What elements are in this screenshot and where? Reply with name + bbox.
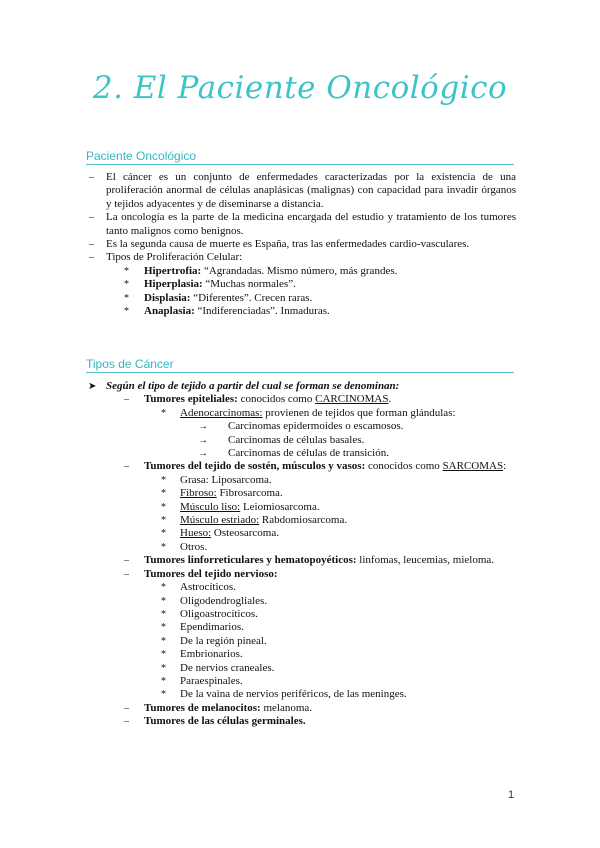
section-heading-tipos: Tipos de Cáncer bbox=[86, 357, 514, 373]
item-text: Oligoastrocíticos. bbox=[180, 607, 258, 620]
list-item bbox=[86, 380, 516, 393]
paragraph-text: La oncología es la parte de la medicina encargada del estudio y tratamiento de los tumores tanto malignos como benignos. bbox=[106, 211, 516, 237]
dash-marker: – bbox=[89, 239, 94, 251]
list-item bbox=[86, 675, 516, 688]
term-description: “Agrandadas. Mismo número, más grandes. bbox=[201, 264, 398, 277]
list-item bbox=[86, 554, 516, 567]
star-marker: * bbox=[124, 306, 129, 318]
term: Tumores de melanocitos: bbox=[144, 701, 261, 714]
item-text: Leiomiosarcoma. bbox=[240, 500, 320, 513]
dash-marker: – bbox=[89, 212, 94, 224]
dash-marker: – bbox=[124, 568, 129, 580]
dash-marker: – bbox=[89, 252, 94, 264]
list-item bbox=[86, 715, 516, 728]
paragraph-text: Tipos de Proliferación Celular: bbox=[106, 251, 243, 264]
arrow-marker: → bbox=[198, 448, 208, 460]
term-description: “Indiferenciadas”. Inmaduras. bbox=[194, 305, 330, 318]
star-marker: * bbox=[161, 474, 166, 486]
paragraph-text: Es la segunda causa de muerte es España, tras las enfermedades cardio-vasculares. bbox=[106, 238, 470, 251]
list-item bbox=[86, 514, 516, 527]
list-item bbox=[86, 527, 516, 540]
star-marker: * bbox=[161, 675, 166, 687]
list-item bbox=[86, 648, 516, 661]
list-item bbox=[86, 434, 516, 447]
star-marker: * bbox=[161, 662, 166, 674]
dash-marker: – bbox=[124, 702, 129, 714]
list-item bbox=[86, 595, 516, 608]
item-text: Astrocíticos. bbox=[180, 581, 236, 594]
star-marker: * bbox=[161, 407, 166, 419]
item-text: Embrionarios. bbox=[180, 648, 243, 661]
star-marker: * bbox=[124, 292, 129, 304]
list-item bbox=[86, 407, 516, 420]
term-highlight: Músculo liso: bbox=[180, 500, 241, 513]
list-item bbox=[86, 447, 516, 460]
term-highlight: Músculo estriado: bbox=[180, 514, 260, 527]
term-description: melanoma. bbox=[260, 701, 313, 714]
star-marker: * bbox=[161, 595, 166, 607]
list-item bbox=[86, 688, 516, 701]
item-text: Otros. bbox=[180, 540, 208, 553]
item-text: Fibrosarcoma. bbox=[216, 487, 283, 500]
star-marker: * bbox=[161, 582, 166, 594]
star-marker: * bbox=[161, 608, 166, 620]
list-item bbox=[86, 265, 516, 278]
star-marker: * bbox=[161, 622, 166, 634]
item-text: De nervios craneales. bbox=[180, 661, 275, 674]
section-heading-paciente: Paciente Oncológico bbox=[86, 149, 514, 165]
term: Displasia: bbox=[144, 291, 191, 304]
list-item bbox=[86, 581, 516, 594]
item-text: Paraespinales. bbox=[180, 674, 243, 687]
term-highlight: Hueso: bbox=[180, 527, 212, 540]
list-item bbox=[86, 702, 516, 715]
item-text: Rabdomiosarcoma. bbox=[259, 514, 348, 527]
term-highlight: Adenocarcinomas: bbox=[180, 406, 263, 419]
list-item bbox=[86, 278, 516, 291]
term-highlight: CARCINOMAS bbox=[315, 393, 389, 406]
list-item bbox=[86, 251, 516, 264]
term: Tumores del tejido nervioso: bbox=[144, 567, 278, 580]
list-item bbox=[86, 420, 516, 433]
dash-marker: – bbox=[89, 172, 94, 183]
star-marker: * bbox=[161, 649, 166, 661]
dash-marker: – bbox=[124, 716, 129, 728]
arrow-marker: → bbox=[198, 434, 208, 446]
list-item bbox=[86, 171, 516, 211]
item-text: Carcinomas epidermoides o escamosos. bbox=[228, 420, 404, 433]
term-description: “Muchas normales”. bbox=[202, 278, 296, 291]
term: Tumores epiteliales: bbox=[144, 393, 238, 406]
page-title: 2. El Paciente Oncológico bbox=[92, 70, 508, 106]
term-description: provienen de tejidos que forman glándulas: bbox=[262, 406, 456, 419]
list-item bbox=[86, 662, 516, 675]
list-item bbox=[86, 608, 516, 621]
list-item bbox=[86, 568, 516, 581]
term-description: “Diferentes”. Crecen raras. bbox=[190, 291, 313, 304]
term: Anaplasia: bbox=[144, 305, 195, 318]
list-item bbox=[86, 487, 516, 500]
star-marker: * bbox=[161, 501, 166, 513]
term-highlight: Fibroso: bbox=[180, 487, 217, 500]
star-marker: * bbox=[161, 488, 166, 500]
item-text: Carcinomas de células de transición. bbox=[228, 447, 389, 460]
term: Hiperplasia: bbox=[144, 278, 203, 291]
term-description: conocidos como bbox=[365, 460, 443, 473]
star-marker: * bbox=[124, 279, 129, 291]
intro-text: Según el tipo de tejido a partir del cual se forman se denominan: bbox=[106, 380, 400, 392]
list-item bbox=[86, 460, 516, 473]
section-tipos-content bbox=[86, 380, 516, 729]
term: Tumores de las células germinales. bbox=[144, 715, 306, 728]
item-text: Oligodendrogliales. bbox=[180, 594, 268, 607]
term-highlight: SARCOMAS bbox=[442, 460, 504, 473]
dash-marker: – bbox=[124, 461, 129, 473]
punctuation: . bbox=[388, 393, 392, 406]
star-marker: * bbox=[161, 689, 166, 701]
list-item bbox=[86, 501, 516, 514]
list-item bbox=[86, 635, 516, 648]
term-description: conocidos como bbox=[237, 393, 316, 406]
term-description: linfomas, leucemias, mieloma. bbox=[356, 554, 495, 567]
item-text: Carcinomas de células basales. bbox=[228, 433, 365, 446]
dash-marker: – bbox=[124, 555, 129, 567]
list-item bbox=[86, 305, 516, 318]
item-text: Osteosarcoma. bbox=[211, 527, 279, 540]
section-paciente-content bbox=[86, 171, 516, 318]
list-item bbox=[86, 474, 516, 487]
item-text: De la vaina de nervios periféricos, de las meninges. bbox=[180, 688, 407, 701]
list-item bbox=[86, 292, 516, 305]
star-marker: * bbox=[161, 515, 166, 527]
page-number: 1 bbox=[508, 789, 515, 801]
term: Tumores del tejido de sostén, músculos y vasos: bbox=[144, 460, 366, 473]
star-marker: * bbox=[161, 541, 166, 553]
arrow-marker: → bbox=[198, 421, 208, 433]
list-item bbox=[86, 621, 516, 634]
list-item bbox=[86, 238, 516, 251]
dash-marker: – bbox=[124, 394, 129, 406]
item-text: De la región pineal. bbox=[180, 634, 267, 647]
star-marker: * bbox=[161, 635, 166, 647]
item-text: Ependimarios. bbox=[180, 621, 244, 634]
list-item bbox=[86, 541, 516, 554]
term: Hipertrofia: bbox=[144, 264, 202, 277]
list-item bbox=[86, 393, 516, 406]
chevron-icon: ➤ bbox=[88, 381, 97, 392]
list-item bbox=[86, 211, 516, 238]
star-marker: * bbox=[124, 265, 129, 277]
star-marker: * bbox=[161, 528, 166, 540]
paragraph-text: El cáncer es un conjunto de enfermedades caracterizadas por la existencia de una proliferación anormal de células anaplásicas (malignas) con capacidad para invadir órganos y tejidos adyacentes y de diseminarse a distancia. bbox=[106, 171, 516, 210]
punctuation: : bbox=[503, 460, 507, 473]
item-text: Grasa: Liposarcoma. bbox=[180, 473, 272, 486]
term: Tumores linforreticulares y hematopoyéticos: bbox=[144, 554, 357, 567]
